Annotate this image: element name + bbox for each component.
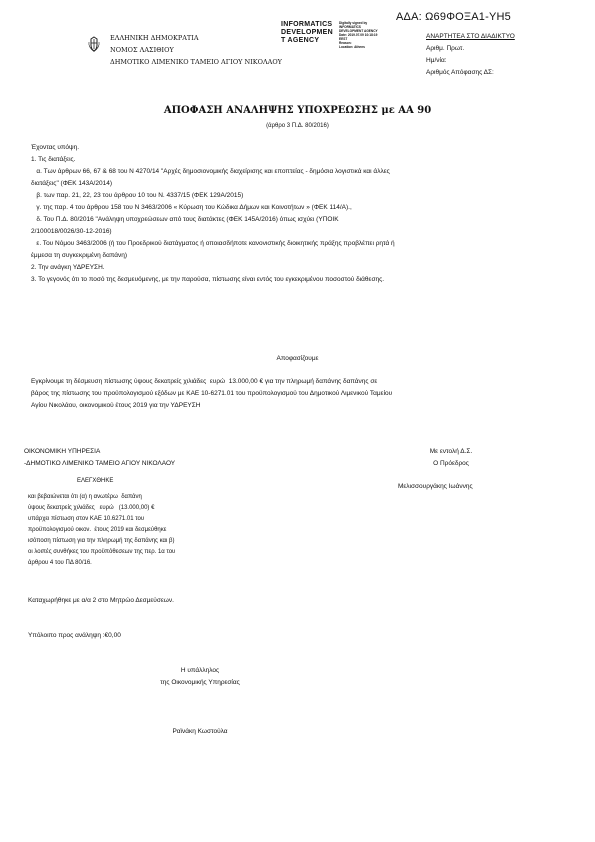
registry-note: Καταχωρήθηκε με α/α 2 στο Μητρώο Δεσμεύσεων.: [28, 597, 174, 604]
approval-line: βάρος της πίστωσης του προϋπολογισμού εξόδων με ΚΑΕ 10-6271.01 του προϋπολογισμού του Δημοτικού Λιμενικού Ταμείου: [31, 390, 393, 397]
decision-number-label: Αριθμός Απόφασης ΔΣ:: [426, 69, 494, 76]
checked-text: [28, 492, 238, 569]
org-line: ΔΗΜΟΤΙΚΟ ΛΙΜΕΝΙΚΟ ΤΑΜΕΙΟ ΑΓΙΟΥ ΝΙΚΟΛΑΟΥ: [110, 58, 282, 66]
checked-heading: ΕΛΕΓΧΘΗΚΕ: [77, 478, 114, 484]
org-line: ΝΟΜΟΣ ΛΑΣΙΘΙΟΥ: [110, 46, 174, 54]
remaining-balance: Υπόλοιπο προς ανάληψη :€0,00: [28, 632, 121, 639]
president-name: Μελισσουργάκης Ιωάννης: [398, 483, 473, 490]
decision-heading: Αποφασίζουμε: [276, 355, 319, 362]
greek-emblem-icon: [86, 36, 102, 52]
checked-line: ύψους δεκατρείς χιλιάδες ευρώ (13.000,00) €: [28, 505, 155, 511]
employee-title: [0, 665, 400, 689]
document-subtitle: (άρθρο 3 Π.Δ. 80/2016): [266, 123, 329, 129]
logo-line: T AGENCY: [281, 37, 320, 44]
considerations: [31, 142, 551, 286]
approval-line: Αγίου Νικολάου, οικονομικού έτους 2019 για την ΥΔΡΕΥΣΗ: [31, 402, 201, 409]
body-line: β. των παρ. 21, 22, 23 του άρθρου 10 του Ν. 4337/15 (ΦΕΚ 129Α/2015): [31, 192, 244, 199]
sig-line: INFORMATICS: [339, 25, 361, 29]
body-line: ε. Του Νόμου 3463/2006 (ή του Προεδρικού διατάγματος ή οποιασδήποτε κανονιστικής διοικητικής πράξης προβλέπει ρητά ή: [31, 240, 395, 247]
checked-line: και βεβαιώνεται ότι (α) η ανωτέρω δαπάνη: [28, 494, 142, 500]
body-line: 1. Τις διατάξεις.: [31, 156, 76, 163]
body-line: γ. της παρ. 4 του άρθρου 158 του Ν 3463/2006 « Κύρωση του Κώδικα Δήμων και Κοινοτήτων » (ΦΕΚ 114/Α).,: [31, 204, 352, 211]
org-line: ΕΛΛΗΝΙΚΗ ΔΗΜΟΚΡΑΤΙΑ: [110, 34, 199, 42]
body-line: 3. Το γεγονός ότι το ποσό της δεσμευόμενης, με την παρούσα, πίστωσης είναι εντός του εγκεκριμένου ποσοστού διάθεσης.: [31, 276, 385, 283]
body-line: έμμεσα τη συγκεκριμένη δαπάνη): [31, 252, 128, 259]
employee-name: Ραϊνάκη Κωστούλα: [172, 728, 228, 735]
approval-text: [31, 376, 551, 412]
sig-line: Location: Athens: [339, 45, 365, 49]
body-line: διατάξεις" (ΦΕΚ 143Α/2014): [31, 180, 112, 187]
body-line: 2. Την ανάγκη ΥΔΡΕΥΣΗ.: [31, 264, 105, 271]
financial-service: [24, 446, 175, 470]
sig-line: DEVELOPMENT AGENCY: [339, 29, 378, 33]
ada-code: ΑΔΑ: Ω69ΦΟΞΑ1-ΥΗ5: [396, 11, 511, 23]
mandate-line: Ο Πρόεδρος: [433, 460, 469, 467]
post-online-label: ΑΝΑΡΤΗΤΕΑ ΣΤΟ ΔΙΑΔΙΚΤΥΟ: [426, 33, 515, 40]
employee-line: Η υπάλληλος: [180, 667, 220, 674]
sig-line: Digitally signed by: [339, 21, 368, 25]
service-line: ΟΙΚΟΝΟΜΙΚΗ ΥΠΗΡΕΣΙΑ: [24, 448, 101, 455]
body-line: α. Των άρθρων 66, 67 & 68 του Ν 4270/14 "Αρχές δημοσιονομικής διαχείρισης και εποπτείας - δημόσια λογιστικά και άλλες: [31, 168, 390, 175]
posting-info: [426, 31, 515, 79]
sig-line: Date: 2019.07.09 10:18:19: [339, 33, 378, 37]
mandate-block: [406, 446, 496, 470]
body-line: Έχοντας υπόψη.: [31, 144, 80, 151]
document-title: ΑΠΟΦΑΣΗ ΑΝΑΛΗΨΗΣ ΥΠΟΧΡΕΩΣΗΣ με ΑΑ 90: [163, 105, 432, 116]
signature-details: [339, 21, 378, 49]
sig-line: Reason:: [339, 41, 352, 45]
checked-line: ισόποση πίστωση για την πληρωμή της δαπάνης και β): [28, 538, 175, 544]
checked-line: προϋπολογισμού οικον. έτους 2019 και δεσμεύθηκε: [28, 527, 167, 533]
body-line: 2/100018/0026/30-12-2016): [31, 228, 112, 235]
mandate-line: Με εντολή Δ.Σ.: [429, 448, 473, 455]
org-header: [110, 32, 282, 68]
sig-line: EEST: [339, 37, 348, 41]
body-line: δ. Του Π.Δ. 80/2016 "Ανάληψη υποχρεώσεων από τους διατάκτες (ΦΕΚ 145Α/2016) όπως ισχύει (ΥΠΟΙΚ: [31, 216, 339, 223]
checked-line: υπάρχει πίστωση στον ΚΑΕ 10.6271.01 του: [28, 516, 145, 522]
date-label: Ημ/νία:: [426, 57, 447, 64]
approval-line: Εγκρίνουμε τη δέσμευση πίστωσης ύψους δεκατρείς χιλιάδες ευρώ 13.000,00 € για την πληρωμή δαπάνης δαπάνης σε: [31, 378, 378, 385]
checked-line: άρθρου 4 του ΠΔ 80/16.: [28, 560, 92, 566]
service-line: -ΔΗΜΟΤΙΚΟ ΛΙΜΕΝΙΚΟ ΤΑΜΕΙΟ ΑΓΙΟΥ ΝΙΚΟΛΑΟΥ: [24, 460, 176, 467]
signature-logo: [281, 21, 333, 45]
logo-line: INFORMATICS: [281, 21, 333, 28]
employee-line: της Οικονομικής Υπηρεσίας: [160, 679, 240, 686]
checked-line: οι λοιπές συνθήκες του προϋπόθεσεων της περ. 1α του: [28, 549, 176, 555]
protocol-number-label: Αριθμ. Πρωτ.: [426, 45, 465, 52]
logo-line: DEVELOPMEN: [281, 29, 334, 36]
